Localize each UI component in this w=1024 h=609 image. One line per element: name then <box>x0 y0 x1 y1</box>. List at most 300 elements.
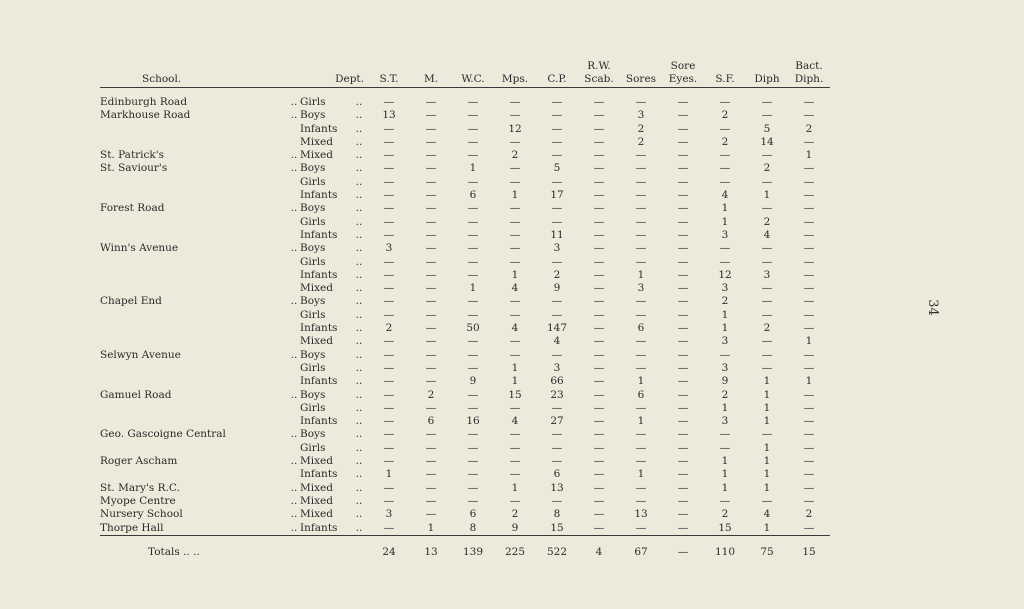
table-row <box>100 88 830 110</box>
value-cell: — <box>551 295 563 308</box>
table-row <box>100 522 830 536</box>
leader-dots: .. <box>355 468 363 481</box>
value-cell: — <box>467 468 479 481</box>
table-row <box>100 136 830 149</box>
value-cell: — <box>593 162 605 175</box>
value-cell: — <box>383 481 395 494</box>
leader-dots: .. <box>290 109 298 122</box>
leader-dots: .. <box>290 388 298 401</box>
value-cell: — <box>425 282 437 295</box>
value-cell: 1 <box>637 375 645 388</box>
value-cell: 13 <box>550 481 564 494</box>
value-cell: 15 <box>508 388 522 401</box>
value-cell: 1 <box>763 441 771 454</box>
value-cell: 4 <box>511 282 519 295</box>
school-name <box>100 335 288 348</box>
value-cell: — <box>677 96 689 108</box>
school-name: St. Patrick's <box>100 149 165 162</box>
value-cell: — <box>677 441 689 454</box>
value-cell: — <box>761 428 773 441</box>
value-cell: — <box>593 481 605 494</box>
value-cell: — <box>803 401 815 414</box>
value-cell: — <box>719 242 731 255</box>
value-cell: — <box>383 348 395 361</box>
value-cell: — <box>677 109 689 122</box>
dept-name: Girls <box>300 175 326 188</box>
school-name <box>100 176 288 189</box>
value-cell: 66 <box>550 375 564 388</box>
dept-name: Boys <box>300 388 326 401</box>
dept-name: Mixed <box>300 149 333 162</box>
school-name <box>100 322 288 335</box>
table-row <box>100 508 830 521</box>
table-row <box>100 269 830 282</box>
value-cell: — <box>635 295 647 308</box>
value-cell: 1 <box>805 335 813 348</box>
value-cell: 4 <box>511 415 519 428</box>
value-cell: — <box>761 109 773 122</box>
value-cell: — <box>677 335 689 348</box>
value-cell: — <box>425 295 437 308</box>
value-cell: — <box>803 481 815 494</box>
value-cell: — <box>551 401 563 414</box>
value-cell: — <box>635 441 647 454</box>
value-cell: 9 <box>469 375 477 388</box>
value-cell: 4 <box>763 508 771 521</box>
total-cell: 522 <box>536 535 578 565</box>
value-cell: — <box>425 215 437 228</box>
value-cell: — <box>383 335 395 348</box>
value-cell: 15 <box>550 521 564 534</box>
value-cell: — <box>593 494 605 507</box>
leader-dots: .. <box>355 481 363 494</box>
value-cell: — <box>467 96 479 108</box>
dept-name: Infants <box>300 521 338 534</box>
leader-dots: .. <box>355 282 363 295</box>
value-cell: — <box>803 415 815 428</box>
value-cell: — <box>635 361 647 374</box>
leader-dots <box>288 362 300 375</box>
value-cell: 1 <box>469 162 477 175</box>
value-cell: — <box>467 242 479 255</box>
value-cell: 1 <box>511 361 519 374</box>
value-cell: — <box>803 109 815 122</box>
school-name <box>100 362 288 375</box>
total-cell: — <box>662 535 704 565</box>
value-cell: — <box>803 468 815 481</box>
school-name: Roger Ascham <box>100 455 178 468</box>
dept-name: Boys <box>300 202 326 215</box>
value-cell: — <box>467 494 479 507</box>
value-cell: 1 <box>721 202 729 215</box>
leader-dots: .. <box>290 428 298 441</box>
value-cell: — <box>383 149 395 162</box>
dept-name: Mixed <box>300 335 333 348</box>
value-cell: — <box>719 348 731 361</box>
value-cell: 1 <box>763 455 771 468</box>
value-cell: — <box>467 255 479 268</box>
value-cell: — <box>677 361 689 374</box>
value-cell: — <box>677 268 689 281</box>
header-col: C.P. <box>536 48 578 88</box>
value-cell: — <box>677 375 689 388</box>
value-cell: — <box>509 335 521 348</box>
value-cell: — <box>425 481 437 494</box>
header-col: S.F. <box>704 48 746 88</box>
value-cell: 14 <box>760 135 774 148</box>
leader-dots: .. <box>355 202 363 215</box>
table-row <box>100 295 830 308</box>
value-cell: 1 <box>637 415 645 428</box>
value-cell: — <box>593 175 605 188</box>
value-cell: 3 <box>721 361 729 374</box>
leader-dots: .. <box>290 348 298 361</box>
leader-dots: .. <box>290 481 298 494</box>
value-cell: 5 <box>553 162 561 175</box>
value-cell: 6 <box>637 388 645 401</box>
value-cell: — <box>509 348 521 361</box>
leader-dots: .. <box>355 375 363 388</box>
value-cell: 2 <box>763 322 771 335</box>
school-name: Chapel End <box>100 295 162 308</box>
table-row <box>100 468 830 481</box>
value-cell: — <box>761 202 773 215</box>
school-name: Winn's Avenue <box>100 242 179 255</box>
value-cell: — <box>803 189 815 202</box>
school-name <box>100 136 288 149</box>
table-row <box>100 375 830 388</box>
value-cell: — <box>509 96 521 108</box>
value-cell: — <box>425 96 437 108</box>
value-cell: — <box>425 149 437 162</box>
value-cell: — <box>551 149 563 162</box>
value-cell: — <box>761 348 773 361</box>
value-cell: — <box>509 295 521 308</box>
school-name: St. Saviour's <box>100 162 168 175</box>
school-name <box>100 468 288 481</box>
leader-dots <box>288 176 300 189</box>
value-cell: — <box>425 308 437 321</box>
value-cell: — <box>551 135 563 148</box>
dept-name: Girls <box>300 96 326 108</box>
value-cell: — <box>383 202 395 215</box>
leader-dots: .. <box>355 295 363 308</box>
leader-dots: .. <box>355 175 363 188</box>
value-cell: — <box>677 415 689 428</box>
value-cell: — <box>425 189 437 202</box>
leader-dots <box>288 335 300 348</box>
value-cell: — <box>803 322 815 335</box>
leader-dots: .. <box>290 508 298 521</box>
table-row <box>100 176 830 189</box>
value-cell: — <box>425 401 437 414</box>
value-cell: — <box>803 255 815 268</box>
value-cell: 27 <box>550 415 564 428</box>
leader-dots: .. <box>290 202 298 215</box>
value-cell: 4 <box>511 322 519 335</box>
leader-dots <box>288 123 300 136</box>
value-cell: 6 <box>553 468 561 481</box>
value-cell: — <box>593 375 605 388</box>
value-cell: — <box>593 228 605 241</box>
value-cell: 13 <box>634 508 648 521</box>
header-col: W.C. <box>452 48 494 88</box>
value-cell: — <box>509 135 521 148</box>
value-cell: — <box>551 122 563 135</box>
disease-statistics-table <box>100 48 830 565</box>
value-cell: — <box>383 295 395 308</box>
leader-dots: .. <box>355 322 363 335</box>
value-cell: 2 <box>805 508 813 521</box>
value-cell: — <box>593 468 605 481</box>
total-cell: 24 <box>368 535 410 565</box>
value-cell: 2 <box>637 135 645 148</box>
value-cell: 1 <box>721 215 729 228</box>
school-name <box>100 375 288 388</box>
value-cell: 17 <box>550 189 564 202</box>
value-cell: — <box>803 175 815 188</box>
table-row <box>100 455 830 468</box>
value-cell: 3 <box>637 109 645 122</box>
value-cell: — <box>383 96 395 108</box>
total-cell: 15 <box>788 535 830 565</box>
value-cell: 2 <box>721 135 729 148</box>
value-cell: — <box>425 228 437 241</box>
value-cell: 3 <box>553 242 561 255</box>
value-cell: 1 <box>721 481 729 494</box>
leader-dots <box>288 189 300 202</box>
value-cell: 4 <box>763 228 771 241</box>
dept-name: Mixed <box>300 494 333 507</box>
leader-dots <box>288 415 300 428</box>
value-cell: — <box>719 428 731 441</box>
value-cell: 3 <box>721 228 729 241</box>
value-cell: — <box>593 96 605 108</box>
value-cell: — <box>761 335 773 348</box>
value-cell: — <box>635 348 647 361</box>
value-cell: — <box>719 162 731 175</box>
value-cell: — <box>509 428 521 441</box>
value-cell: — <box>425 135 437 148</box>
value-cell: 3 <box>721 335 729 348</box>
value-cell: — <box>761 255 773 268</box>
value-cell: — <box>467 215 479 228</box>
value-cell: — <box>677 149 689 162</box>
dept-name: Girls <box>300 361 326 374</box>
value-cell: — <box>761 295 773 308</box>
leader-dots: .. <box>290 149 298 162</box>
value-cell: — <box>467 109 479 122</box>
value-cell: — <box>803 441 815 454</box>
table-row <box>100 389 830 402</box>
value-cell: — <box>677 494 689 507</box>
value-cell: — <box>593 335 605 348</box>
header-col: R.W. Scab. <box>578 48 620 88</box>
school-name: Forest Road <box>100 202 165 215</box>
value-cell: — <box>677 322 689 335</box>
total-cell: 110 <box>704 535 746 565</box>
value-cell: — <box>593 441 605 454</box>
header-col: Bact. Diph. <box>788 48 830 88</box>
school-name <box>100 442 288 455</box>
value-cell: 1 <box>763 521 771 534</box>
value-cell: — <box>761 242 773 255</box>
total-cell: 75 <box>746 535 788 565</box>
leader-dots: .. <box>290 494 298 507</box>
value-cell: — <box>425 468 437 481</box>
value-cell: — <box>803 228 815 241</box>
value-cell: — <box>677 282 689 295</box>
value-cell: — <box>467 335 479 348</box>
value-cell: — <box>677 388 689 401</box>
dept-name: Girls <box>300 441 326 454</box>
value-cell: — <box>593 455 605 468</box>
table-row <box>100 229 830 242</box>
header-col: Sore Eyes. <box>662 48 704 88</box>
value-cell: — <box>509 494 521 507</box>
value-cell: — <box>425 455 437 468</box>
value-cell: — <box>593 149 605 162</box>
value-cell: — <box>425 175 437 188</box>
leader-dots <box>288 375 300 388</box>
value-cell: — <box>383 215 395 228</box>
value-cell: — <box>467 401 479 414</box>
value-cell: — <box>593 109 605 122</box>
value-cell: 6 <box>469 508 477 521</box>
value-cell: — <box>677 242 689 255</box>
value-cell: — <box>593 348 605 361</box>
value-cell: — <box>593 202 605 215</box>
dept-name: Infants <box>300 375 338 388</box>
header-col: Sores <box>620 48 662 88</box>
value-cell: 1 <box>385 468 393 481</box>
value-cell: — <box>551 215 563 228</box>
table-row <box>100 216 830 229</box>
value-cell: — <box>509 455 521 468</box>
school-name <box>100 282 288 295</box>
value-cell: — <box>719 441 731 454</box>
dept-name: Mixed <box>300 135 333 148</box>
value-cell: — <box>551 202 563 215</box>
value-cell: — <box>635 189 647 202</box>
value-cell: — <box>677 401 689 414</box>
dept-name: Infants <box>300 122 338 135</box>
value-cell: — <box>593 282 605 295</box>
value-cell: — <box>593 189 605 202</box>
value-cell: — <box>425 348 437 361</box>
value-cell: — <box>509 468 521 481</box>
value-cell: — <box>593 242 605 255</box>
value-cell: — <box>593 122 605 135</box>
value-cell: — <box>803 242 815 255</box>
value-cell: — <box>425 508 437 521</box>
value-cell: — <box>635 228 647 241</box>
leader-dots <box>288 442 300 455</box>
value-cell: — <box>383 401 395 414</box>
table-row <box>100 282 830 295</box>
value-cell: — <box>635 401 647 414</box>
value-cell: — <box>467 149 479 162</box>
value-cell: — <box>761 308 773 321</box>
value-cell: — <box>467 481 479 494</box>
value-cell: — <box>719 494 731 507</box>
value-cell: — <box>551 255 563 268</box>
value-cell: — <box>593 268 605 281</box>
school-name <box>100 402 288 415</box>
value-cell: 6 <box>469 189 477 202</box>
value-cell: 8 <box>469 521 477 534</box>
value-cell: — <box>467 361 479 374</box>
leader-dots: .. <box>355 428 363 441</box>
value-cell: 1 <box>637 468 645 481</box>
value-cell: — <box>761 175 773 188</box>
value-cell: — <box>593 322 605 335</box>
leader-dots: .. <box>355 388 363 401</box>
value-cell: 12 <box>508 122 522 135</box>
value-cell: 2 <box>721 388 729 401</box>
value-cell: — <box>803 282 815 295</box>
value-cell: — <box>677 189 689 202</box>
value-cell: 1 <box>721 401 729 414</box>
leader-dots: .. <box>355 308 363 321</box>
value-cell: 1 <box>721 322 729 335</box>
value-cell: — <box>635 255 647 268</box>
value-cell: — <box>635 335 647 348</box>
dept-name: Boys <box>300 348 326 361</box>
header-col: Mps. <box>494 48 536 88</box>
dept-name: Boys <box>300 428 326 441</box>
leader-dots: .. <box>355 122 363 135</box>
value-cell: — <box>677 308 689 321</box>
value-cell: — <box>467 308 479 321</box>
leader-dots: .. <box>355 215 363 228</box>
total-cell: 225 <box>494 535 536 565</box>
leader-dots: .. <box>355 401 363 414</box>
value-cell: 2 <box>763 162 771 175</box>
table-row <box>100 162 830 175</box>
value-cell: — <box>761 282 773 295</box>
value-cell: 2 <box>637 122 645 135</box>
leader-dots: .. <box>355 268 363 281</box>
value-cell: — <box>509 255 521 268</box>
leader-dots <box>288 256 300 269</box>
value-cell: — <box>467 135 479 148</box>
school-name <box>100 123 288 136</box>
leader-dots <box>288 216 300 229</box>
value-cell: — <box>551 308 563 321</box>
header-row <box>100 48 830 88</box>
table-row <box>100 335 830 348</box>
value-cell: — <box>677 508 689 521</box>
dept-name: Girls <box>300 308 326 321</box>
school-name <box>100 189 288 202</box>
school-name: Edinburgh Road <box>100 96 188 108</box>
table-row <box>100 123 830 136</box>
value-cell: — <box>551 494 563 507</box>
dept-name: Girls <box>300 215 326 228</box>
value-cell: — <box>425 428 437 441</box>
leader-dots <box>288 468 300 481</box>
value-cell: — <box>509 242 521 255</box>
value-cell: — <box>635 481 647 494</box>
value-cell: — <box>635 149 647 162</box>
value-cell: 4 <box>553 335 561 348</box>
leader-dots: .. <box>355 521 363 534</box>
value-cell: 1 <box>763 481 771 494</box>
value-cell: — <box>425 202 437 215</box>
leader-dots: .. <box>290 295 298 308</box>
value-cell: — <box>803 388 815 401</box>
